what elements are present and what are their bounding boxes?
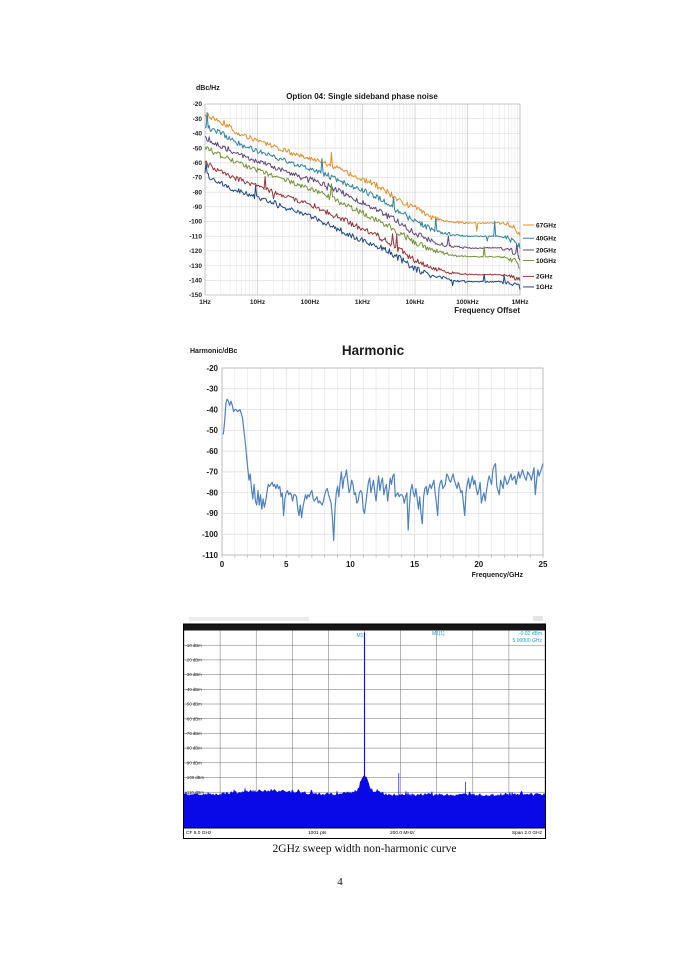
span-label: Span 2.0 GHz <box>511 830 542 836</box>
svg-text:1GHz: 1GHz <box>536 284 553 292</box>
svg-text:1Hz: 1Hz <box>199 299 211 306</box>
svg-text:100kHz: 100kHz <box>456 299 479 306</box>
spectrum-footer <box>184 830 545 839</box>
svg-text:10Hz: 10Hz <box>249 299 266 306</box>
phase-noise-x-label: Frequency Offset <box>454 306 520 315</box>
svg-text:20GHz: 20GHz <box>536 247 557 255</box>
svg-text:-110: -110 <box>202 550 218 560</box>
svg-text:25: 25 <box>538 560 548 569</box>
svg-text:-30: -30 <box>192 115 202 123</box>
svg-text:-100 dBm: -100 dBm <box>185 775 205 781</box>
svg-text:-110: -110 <box>189 233 202 241</box>
svg-text:-90: -90 <box>192 204 202 212</box>
svg-text:100Hz: 100Hz <box>300 299 320 306</box>
marker-amplitude: -0.02 dBm <box>518 631 542 637</box>
svg-text:-120: -120 <box>188 248 202 256</box>
svg-text:67GHz: 67GHz <box>536 222 557 230</box>
svg-text:M1: M1 <box>356 633 364 639</box>
svg-text:1MHz: 1MHz <box>511 299 529 306</box>
svg-text:-70: -70 <box>206 467 218 477</box>
figure-caption: 2GHz sweep width non-harmonic curve <box>272 843 457 855</box>
svg-text:-80: -80 <box>192 189 202 197</box>
svg-text:-70 dBm: -70 dBm <box>185 731 202 736</box>
svg-text:-100: -100 <box>188 218 202 226</box>
phase-noise-plot <box>183 85 563 323</box>
svg-text:-30 dBm: -30 dBm <box>185 672 202 678</box>
svg-text:-40 dBm: -40 dBm <box>185 686 202 692</box>
svg-text:-50 dBm: -50 dBm <box>185 701 202 707</box>
harmonic-plot <box>183 345 563 585</box>
svg-text:-90: -90 <box>206 509 218 519</box>
sweep-points-label: 1001 pts <box>308 830 327 836</box>
svg-text:-130: -130 <box>188 262 202 270</box>
svg-text:-90 dBm: -90 dBm <box>185 760 202 766</box>
marker-readout <box>432 631 542 644</box>
svg-text:-60: -60 <box>192 159 202 167</box>
svg-text:-20: -20 <box>192 101 202 109</box>
harmonic-chart <box>183 345 563 585</box>
center-frequency-label: CF 5.0 GHz <box>186 830 212 836</box>
marker-frequency: 5.00000 GHz <box>512 637 542 644</box>
page-number: 4 <box>337 876 343 888</box>
svg-text:-140: -140 <box>188 277 202 285</box>
spectrum-plot <box>183 616 546 839</box>
svg-text:-50: -50 <box>192 145 202 153</box>
marker-readout-label: M1[1] <box>432 631 445 637</box>
svg-text:-40: -40 <box>206 405 218 415</box>
phase-noise-title: Option 04: Single sideband phase noise <box>286 92 438 101</box>
harmonic-x-label: Frequency/GHz <box>471 572 523 579</box>
svg-text:-20 dBm: -20 dBm <box>185 657 202 663</box>
svg-text:-70: -70 <box>192 174 202 182</box>
svg-text:-80 dBm: -80 dBm <box>185 745 202 751</box>
harmonic-y-unit: Harmonic/dBc <box>190 348 238 355</box>
svg-text:0: 0 <box>219 560 225 569</box>
spectrum-analyzer-screenshot <box>183 616 546 839</box>
svg-text:-50: -50 <box>206 426 218 436</box>
svg-text:-60: -60 <box>206 446 218 456</box>
svg-text:15: 15 <box>410 560 420 569</box>
svg-text:10kHz: 10kHz <box>405 299 425 306</box>
svg-text:1kHz: 1kHz <box>354 299 371 306</box>
harmonic-title: Harmonic <box>341 343 405 358</box>
svg-text:-80: -80 <box>206 488 218 498</box>
svg-text:-150: -150 <box>188 292 202 300</box>
svg-text:-30: -30 <box>206 384 218 394</box>
phase-noise-chart <box>183 85 563 325</box>
svg-text:40GHz: 40GHz <box>536 235 557 243</box>
svg-text:5: 5 <box>283 560 289 569</box>
phase-noise-y-unit: dBc/Hz <box>196 85 220 92</box>
svg-text:-40: -40 <box>192 130 202 138</box>
svg-text:-60 dBm: -60 dBm <box>185 716 202 722</box>
svg-text:10GHz: 10GHz <box>536 257 557 265</box>
svg-text:-20: -20 <box>206 363 218 373</box>
svg-text:-100: -100 <box>201 530 218 540</box>
svg-text:20: 20 <box>474 560 484 569</box>
svg-text:-110 dBm: -110 dBm <box>185 789 204 795</box>
scale-per-div-label: 200.0 MHz/ <box>390 830 415 836</box>
svg-text:10: 10 <box>345 560 355 569</box>
svg-text:-10 dBm: -10 dBm <box>185 642 202 648</box>
svg-text:2GHz: 2GHz <box>536 273 553 281</box>
